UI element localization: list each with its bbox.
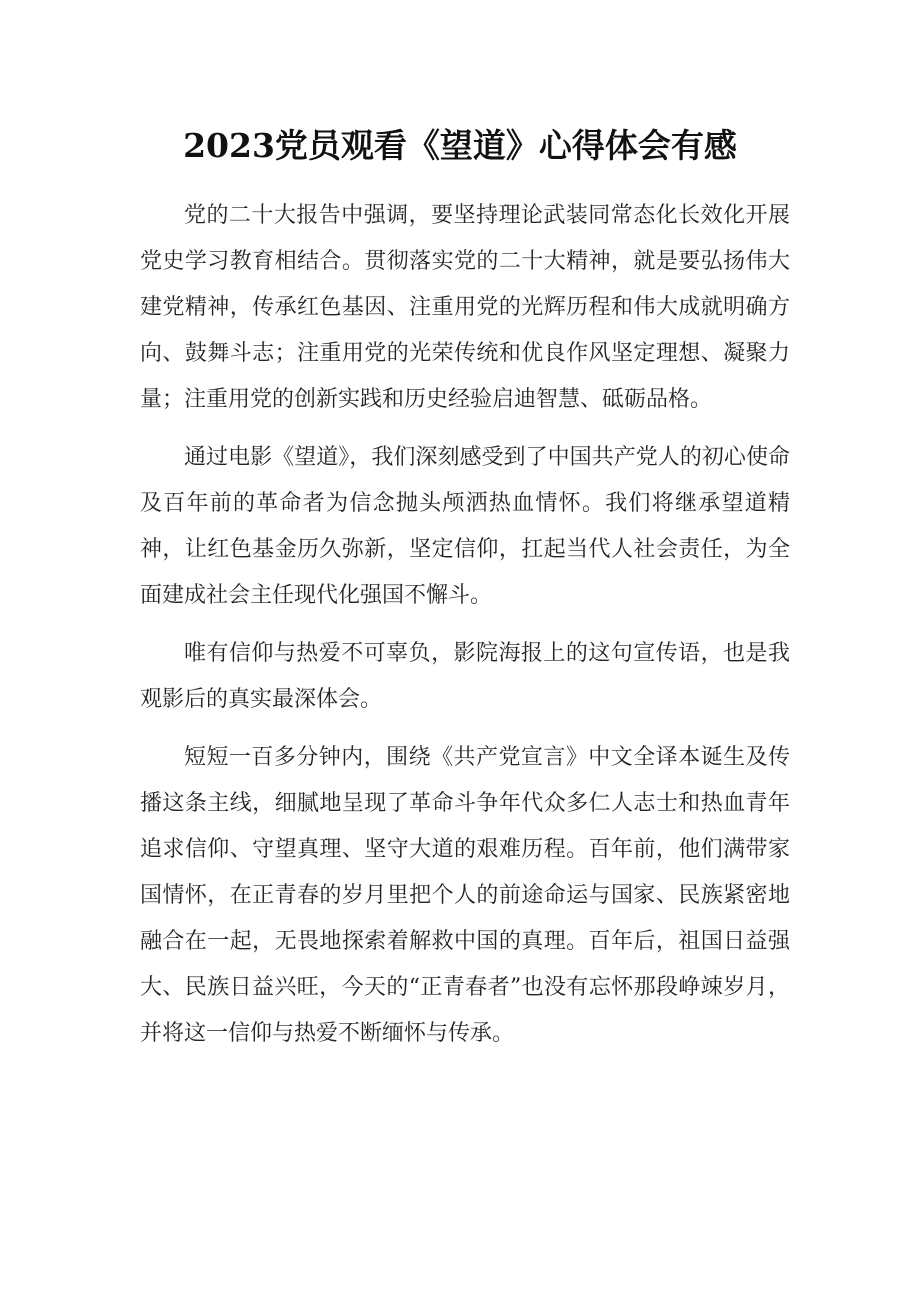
paragraph: 唯有信仰与热爱不可辜负，影院海报上的这句宣传语，也是我观影后的真实最深体会。 [140, 641, 790, 712]
paragraph: 党的二十大报告中强调，要坚持理论武装同常态化长效化开展党史学习教育相结合。贯彻落实党的二十大精神，就是要弘扬伟大建党精神，传承红色基因、注重用党的光辉历程和伟大成就明确方向、鼓舞斗志；注重用党的光荣传统和优良作风坚定理想、凝聚力量；注重用党的创新实践和历史经验启迪智慧、砥砺品格。 [140, 203, 790, 412]
document-body [140, 193, 790, 1069]
document-title: 2023党员观看《望道》心得体会有感 [183, 126, 737, 165]
paragraph: 短短一百多分钟内，围绕《共产党宣言》中文全译本诞生及传播这条主线，细腻地呈现了革命斗争年代众多仁人志士和热血青年追求信仰、守望真理、坚守大道的艰难历程。百年前，他们满带家国情怀，在正青春的岁月里把个人的前途命运与国家、民族紧密地融合在一起，无畏地探索着解救中国的真理。百年后，祖国日益强大、民族日益兴旺，今天的“正青春者”也没有忘怀那段峥竦岁月，并将这一信仰与热爱不断缅怀与传承。 [140, 745, 790, 1046]
paragraph: 通过电影《望道》，我们深刻感受到了中国共产党人的初心使命及百年前的革命者为信念抛头颅洒热血情怀。我们将继承望道精神，让红色基金历久弥新，坚定信仰，扛起当代人社会责任，为全面建成社会主任现代化强国不懈斗。 [140, 445, 790, 608]
